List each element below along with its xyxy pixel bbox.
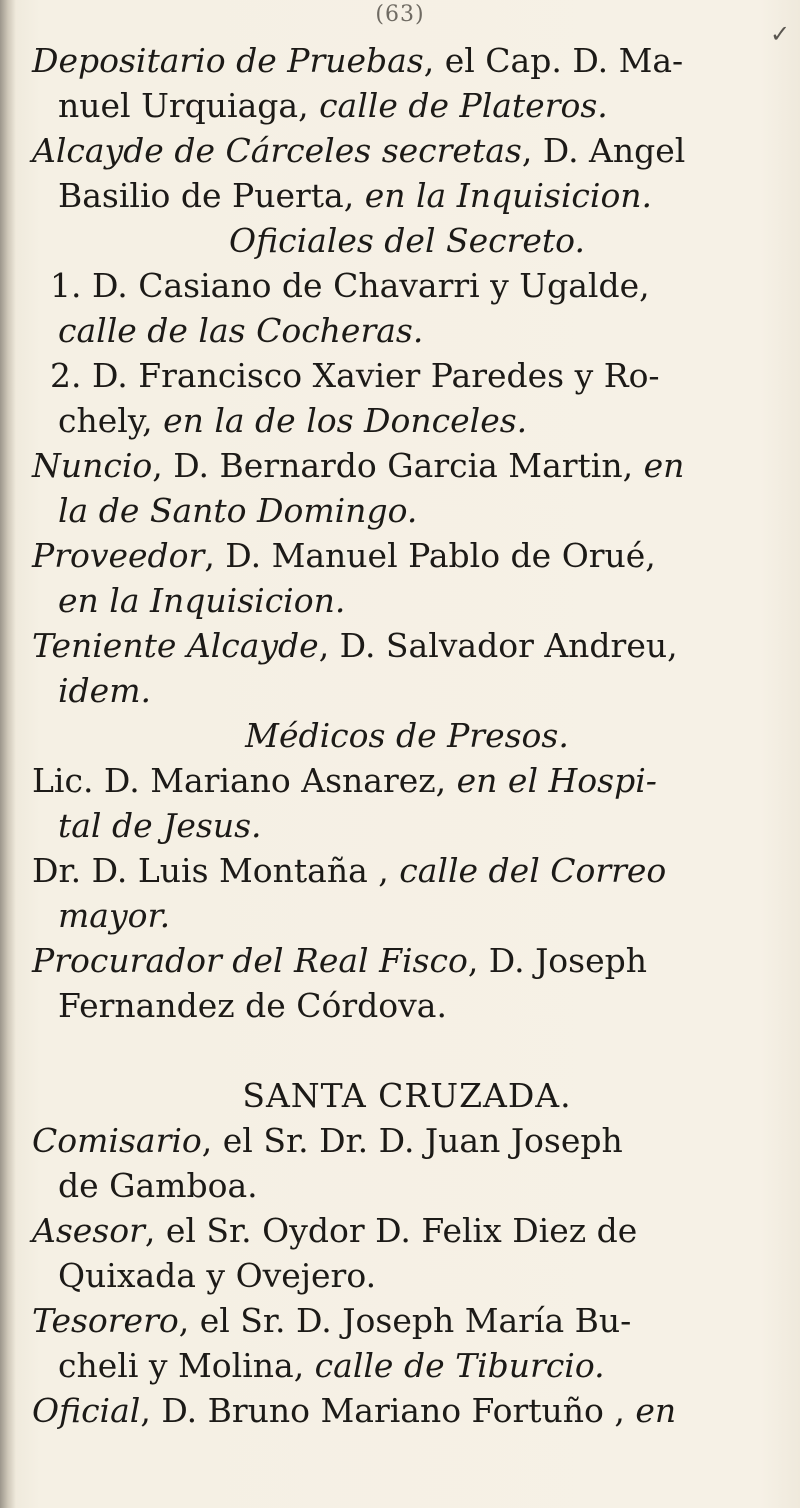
roman-text: Fernandez de Córdova. (58, 986, 447, 1025)
roman-text: , el Sr. D. Joseph María Bu- (178, 1301, 632, 1340)
text-line (32, 398, 782, 443)
roman-text: Basilio de Puerta, (58, 176, 365, 215)
text-line (32, 983, 782, 1028)
italic-text: tal de Jesus. (58, 806, 262, 845)
text-line (32, 83, 782, 128)
text-line (32, 353, 782, 398)
text-line (32, 443, 782, 488)
roman-text: , el Sr. Oydor D. Felix Diez de (144, 1211, 638, 1250)
italic-text: Alcayde de Cárceles secretas (32, 131, 522, 170)
roman-text: 2. D. Francisco Xavier Paredes y Ro- (50, 356, 660, 395)
text-line (32, 848, 782, 893)
italic-text: Teniente Alcayde (32, 626, 319, 665)
italic-text: Proveedor (32, 536, 205, 575)
text-line (32, 893, 782, 938)
italic-text: en (635, 1391, 677, 1430)
italic-text: calle de Tiburcio. (314, 1346, 605, 1385)
roman-text: Lic. D. Mariano Asnarez, (32, 761, 457, 800)
italic-text: calle del Correo (399, 851, 667, 890)
italic-text: Oficial (32, 1391, 141, 1430)
roman-text: de Gamboa. (58, 1166, 258, 1205)
text-line (32, 173, 782, 218)
check-mark-icon: ✓ (770, 20, 791, 48)
text-line (32, 1253, 782, 1298)
roman-text: , D. Angel (521, 131, 686, 170)
roman-text: , el Cap. D. Ma- (423, 41, 684, 80)
roman-text: , D. Bruno Mariano Fortuño , (140, 1391, 636, 1430)
italic-text: Asesor (32, 1211, 145, 1250)
italic-text: en la Inquisicion. (364, 176, 653, 215)
text-line (32, 308, 782, 353)
roman-text: Dr. D. Luis Montaña , (32, 851, 400, 890)
text-line (32, 938, 782, 983)
roman-text: , D. Bernardo Garcia Martin, (152, 446, 644, 485)
italic-text: Depositario de Pruebas (32, 41, 424, 80)
page-number: (63) (375, 2, 425, 27)
text-line (32, 758, 782, 803)
page-gutter-shadow (0, 0, 16, 1508)
roman-text: cheli y Molina, (58, 1346, 315, 1385)
italic-text: en la de los Donceles. (163, 401, 528, 440)
text-line (32, 623, 782, 668)
text-line (32, 488, 782, 533)
italic-text: Comisario (32, 1121, 202, 1160)
roman-text: , D. Manuel Pablo de Orué, (204, 536, 656, 575)
italic-text: en el Hospi- (456, 761, 657, 800)
text-line (32, 1163, 782, 1208)
roman-text: 1. D. Casiano de Chavarri y Ugalde, (50, 266, 650, 305)
text-line (32, 803, 782, 848)
roman-text: nuel Urquiaga, (58, 86, 320, 125)
page-text (32, 38, 782, 1433)
text-line (32, 668, 782, 713)
text-line (32, 1208, 782, 1253)
roman-text: chely, (58, 401, 164, 440)
text-line (32, 1298, 782, 1343)
text-line (32, 1343, 782, 1388)
text-line (32, 1073, 782, 1118)
italic-text: Médicos de Presos. (245, 716, 569, 755)
roman-text: , D. Joseph (467, 941, 648, 980)
italic-text: calle de Plateros. (319, 86, 608, 125)
roman-text: , el Sr. Dr. D. Juan Joseph (201, 1121, 623, 1160)
roman-text: Quixada y Ovejero. (58, 1256, 377, 1295)
italic-text: Oficiales del Secreto. (229, 221, 585, 260)
text-line (32, 1118, 782, 1163)
text-line (32, 1388, 782, 1433)
italic-text: idem. (58, 671, 151, 710)
text-line (32, 713, 782, 758)
text-line (32, 38, 782, 83)
italic-text: en (643, 446, 685, 485)
italic-text: Nuncio (32, 446, 153, 485)
text-line (32, 1028, 782, 1073)
italic-text: mayor. (58, 896, 171, 935)
roman-text: , D. Salvador Andreu, (318, 626, 678, 665)
text-line (32, 533, 782, 578)
text-line (32, 578, 782, 623)
text-line (32, 218, 782, 263)
italic-text: Procurador del Real Fisco (32, 941, 468, 980)
italic-text: en la Inquisicion. (58, 581, 346, 620)
text-line (32, 128, 782, 173)
italic-text: la de Santo Domingo. (58, 491, 418, 530)
italic-text: calle de las Cocheras. (58, 311, 424, 350)
text-line (32, 263, 782, 308)
roman-text: SANTA CRUZADA. (242, 1076, 572, 1115)
italic-text: Tesorero (32, 1301, 179, 1340)
